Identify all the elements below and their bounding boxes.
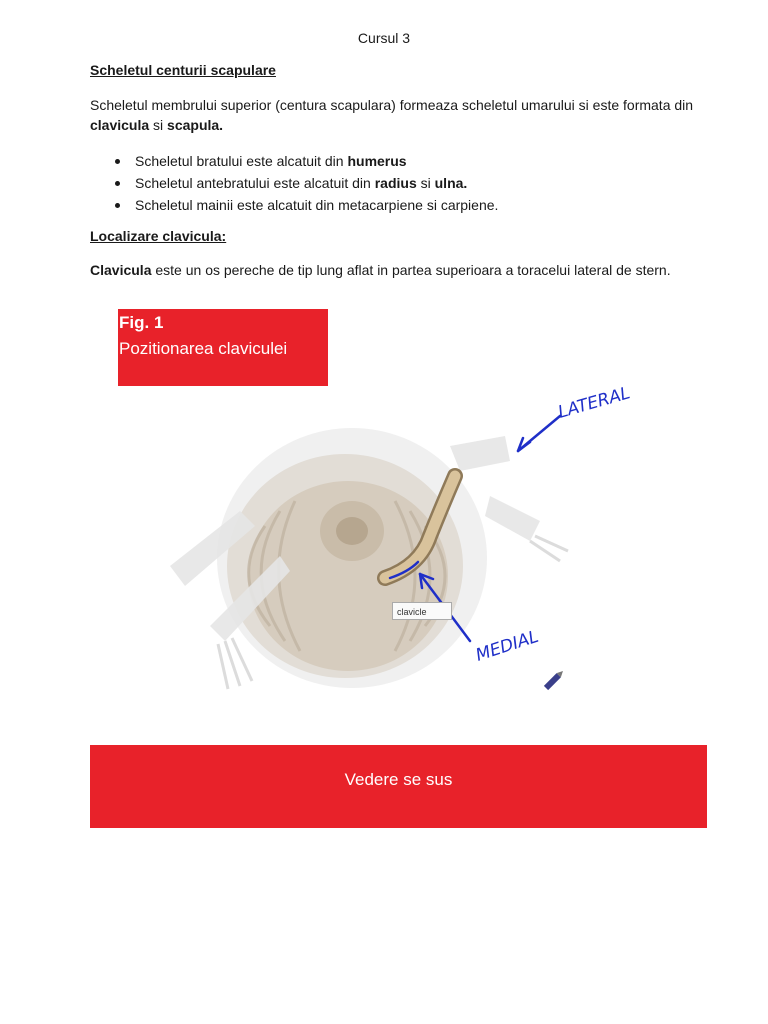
bullet-dot xyxy=(115,181,120,186)
section-heading-colon: : xyxy=(221,228,227,244)
list-item-text: Scheletul antebratului este alcatuit din xyxy=(135,175,375,191)
list-item-bold: radius xyxy=(374,175,417,191)
pencil-icon xyxy=(544,669,565,690)
figure-title: Pozitionarea claviculei xyxy=(119,339,288,358)
lateral-annotation: LATERAL xyxy=(555,383,633,423)
list-item-text: si xyxy=(416,175,435,191)
clavicle-figure xyxy=(90,296,707,828)
list-item-text: Scheletul bratului este alcatuit din xyxy=(135,153,348,169)
figure-caption: Vedere se sus xyxy=(90,745,707,828)
section-heading-scapular-girdle: Scheletul centurii scapulare xyxy=(90,62,276,78)
intro-text-1: Scheletul membrului superior (centura scapulara) formeaza scheletul umarului si este formata din xyxy=(90,97,694,113)
list-item-text: Scheletul mainii este alcatuit din metacarpiene si carpiene. xyxy=(135,197,499,213)
figure-number: Fig. 1 xyxy=(119,313,164,332)
list-item xyxy=(90,150,710,172)
medial-annotation: MEDIAL xyxy=(473,626,542,666)
intro-paragraph xyxy=(90,95,720,135)
bone-list xyxy=(90,150,710,216)
intro-text-2: si xyxy=(149,117,168,133)
clavicle-text: este un os pereche de tip lung aflat in partea superioara a toracelui lateral de stern. xyxy=(151,262,671,278)
intro-bold-clavicula: clavicula xyxy=(90,117,150,133)
bullet-dot xyxy=(115,203,120,208)
clavicle-bold: Clavicula xyxy=(90,262,152,278)
intro-bold-scapula: scapula. xyxy=(167,117,224,133)
list-item-bold: humerus xyxy=(347,153,407,169)
clavicle-tooltip: clavicle xyxy=(392,602,452,620)
clavicle-paragraph xyxy=(90,260,720,280)
page-header-title: Cursul 3 xyxy=(357,30,411,46)
figure-label-box xyxy=(118,309,328,386)
list-item xyxy=(90,194,710,216)
section-heading-clavicle-location xyxy=(90,228,226,244)
list-item-bold: ulna. xyxy=(434,175,468,191)
section-heading-text: Localizare clavicula xyxy=(90,228,222,244)
list-item xyxy=(90,172,710,194)
bullet-dot xyxy=(115,159,120,164)
